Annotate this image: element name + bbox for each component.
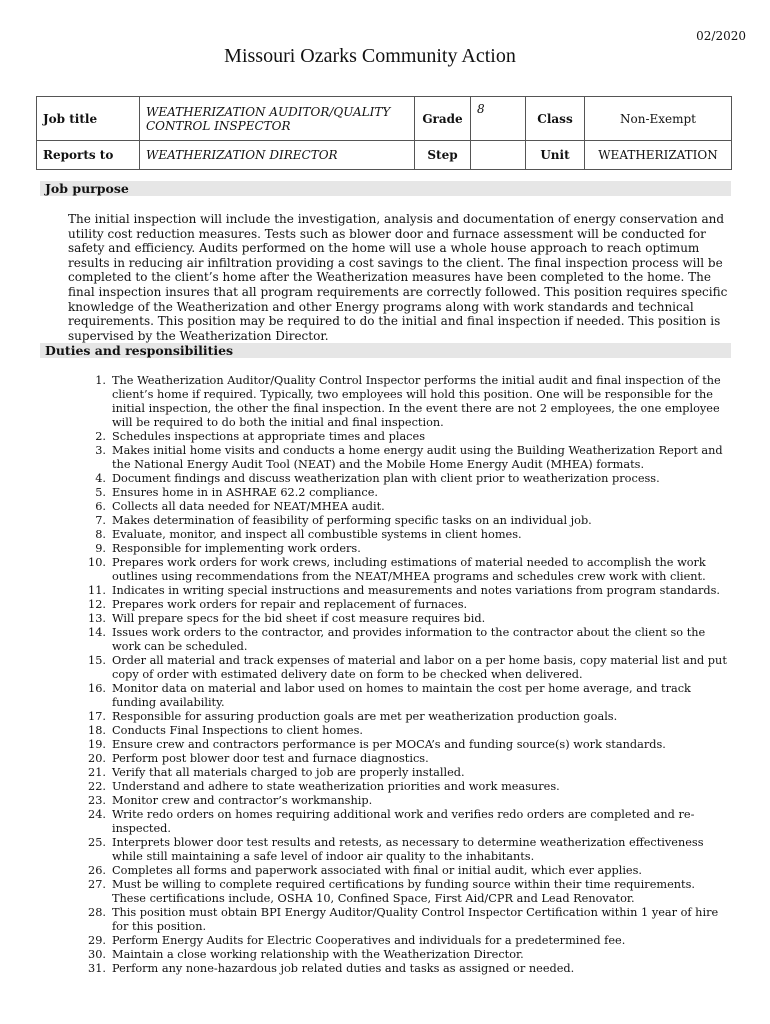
list-item bbox=[88, 556, 727, 584]
list-item bbox=[88, 752, 727, 766]
list-item-number: 25. bbox=[88, 836, 106, 849]
list-item bbox=[88, 906, 727, 934]
list-item-text: Prepares work orders for repair and replacement of furnaces. bbox=[112, 598, 468, 611]
list-item bbox=[88, 626, 727, 654]
list-item bbox=[88, 780, 727, 794]
list-item-number: 26. bbox=[88, 864, 106, 877]
grade-value: 8 bbox=[471, 97, 526, 141]
list-item-text: Order all material and track expenses of material and labor on a per home basis, copy material list and put copy of order with estimated delivery date on form to be checked when delivered. bbox=[112, 654, 727, 681]
list-item bbox=[88, 598, 727, 612]
list-item bbox=[88, 878, 727, 906]
list-item-text: Collects all data needed for NEAT/MHEA audit. bbox=[112, 500, 385, 513]
list-item-text: Verify that all materials charged to job are properly installed. bbox=[112, 766, 465, 779]
list-item bbox=[88, 808, 727, 836]
list-item-text: Maintain a close working relationship with the Weatherization Director. bbox=[112, 948, 524, 961]
list-item-text: Write redo orders on homes requiring additional work and verifies redo orders are completed and re-inspected. bbox=[112, 808, 695, 835]
grade-label: Grade bbox=[415, 97, 471, 141]
duties-heading: Duties and responsibilities bbox=[40, 343, 731, 358]
job-info-table bbox=[36, 96, 732, 170]
list-item-number: 18. bbox=[88, 724, 106, 737]
list-item-number: 10. bbox=[88, 556, 106, 569]
list-item-number: 6. bbox=[95, 500, 106, 513]
list-item bbox=[88, 612, 727, 626]
list-item-number: 23. bbox=[88, 794, 106, 807]
list-item-number: 22. bbox=[88, 780, 106, 793]
list-item bbox=[95, 430, 727, 444]
list-item-number: 19. bbox=[88, 738, 106, 751]
list-item-number: 5. bbox=[95, 486, 106, 499]
list-item-number: 11. bbox=[88, 584, 106, 597]
list-item-number: 12. bbox=[88, 598, 106, 611]
list-item-text: Conducts Final Inspections to client homes. bbox=[112, 724, 363, 737]
list-item-number: 27. bbox=[88, 878, 106, 891]
list-item bbox=[95, 374, 727, 430]
reports-to-label: Reports to bbox=[37, 141, 140, 170]
list-item-number: 4. bbox=[95, 472, 106, 485]
list-item-text: Ensures home in in ASHRAE 62.2 compliance. bbox=[112, 486, 379, 499]
list-item-number: 13. bbox=[88, 612, 106, 625]
list-item-text: Evaluate, monitor, and inspect all combustible systems in client homes. bbox=[112, 528, 522, 541]
list-item-text: Ensure crew and contractors performance is per MOCA’s and funding source(s) work standards. bbox=[112, 738, 666, 751]
document-date: 02/2020 bbox=[696, 29, 746, 43]
table-row bbox=[37, 97, 732, 141]
list-item-text: Prepares work orders for work crews, including estimations of material needed to accomplish the work outlines using recommendations from the NEAT/MHEA programs and schedules crew work with client. bbox=[112, 556, 706, 583]
list-item-text: Interprets blower door test results and retests, as necessary to determine weatherization effectiveness while still maintaining a safe level of indoor air quality to the inhabitants. bbox=[112, 836, 704, 863]
list-item-number: 21. bbox=[88, 766, 106, 779]
unit-value: WEATHERIZATION bbox=[585, 141, 732, 170]
list-item-text: Makes determination of feasibility of performing specific tasks on an individual job. bbox=[112, 514, 592, 527]
list-item bbox=[88, 766, 727, 780]
list-item-text: This position must obtain BPI Energy Auditor/Quality Control Inspector Certification within 1 year of hire for this position. bbox=[112, 906, 719, 933]
list-item-text: Monitor data on material and labor used on homes to maintain the cost per home average, and track funding availability. bbox=[112, 682, 691, 709]
list-item bbox=[95, 528, 727, 542]
list-item-text: Makes initial home visits and conducts a home energy audit using the Building Weatherization Report and the National Energy Audit Tool (NEAT) and the Mobile Home Energy Audit (MHEA) formats. bbox=[112, 444, 723, 471]
step-value bbox=[471, 141, 526, 170]
list-item-text: Monitor crew and contractor’s workmanship. bbox=[112, 794, 373, 807]
list-item-number: 16. bbox=[88, 682, 106, 695]
list-item-number: 8. bbox=[95, 528, 106, 541]
list-item bbox=[88, 654, 727, 682]
list-item-text: Responsible for assuring production goals are met per weatherization production goals. bbox=[112, 710, 618, 723]
list-item-text: Document findings and discuss weatherization plan with client prior to weatherization process. bbox=[112, 472, 660, 485]
list-item bbox=[88, 738, 727, 752]
list-item bbox=[95, 486, 727, 500]
list-item bbox=[88, 962, 727, 976]
duties-list bbox=[88, 374, 727, 976]
reports-to-value: WEATHERIZATION DIRECTOR bbox=[140, 141, 415, 170]
list-item bbox=[88, 934, 727, 948]
list-item-text: Must be willing to complete required certifications by funding source within their time requirements. These certifications include, OSHA 10, Confined Space, First Aid/CPR and Lead Renovator. bbox=[112, 878, 695, 905]
list-item-number: 1. bbox=[95, 374, 106, 387]
list-item bbox=[88, 584, 727, 598]
list-item-text: Schedules inspections at appropriate times and places bbox=[112, 430, 425, 443]
list-item-number: 2. bbox=[95, 430, 106, 443]
list-item bbox=[88, 864, 727, 878]
list-item bbox=[95, 472, 727, 486]
list-item-number: 7. bbox=[95, 514, 106, 527]
list-item-number: 20. bbox=[88, 752, 106, 765]
step-label: Step bbox=[415, 141, 471, 170]
list-item bbox=[88, 682, 727, 710]
list-item-text: The Weatherization Auditor/Quality Control Inspector performs the initial audit and final inspection of the client’s home if required. Typically, two employees will hold this position. One will be responsible for the initial inspection, the other the final inspection. In the event there are not 2 employees, the one employee will be required to do both the initial and final inspection. bbox=[112, 374, 721, 429]
list-item-text: Will prepare specs for the bid sheet if cost measure requires bid. bbox=[112, 612, 486, 625]
list-item bbox=[95, 500, 727, 514]
organization-title: Missouri Ozarks Community Action bbox=[224, 45, 516, 67]
list-item-text: Perform any none-hazardous job related duties and tasks as assigned or needed. bbox=[112, 962, 575, 975]
list-item-number: 15. bbox=[88, 654, 106, 667]
table-row bbox=[37, 141, 732, 170]
list-item-number: 24. bbox=[88, 808, 106, 821]
list-item bbox=[88, 710, 727, 724]
list-item-text: Indicates in writing special instructions and measurements and notes variations from program standards. bbox=[112, 584, 720, 597]
class-value: Non-Exempt bbox=[585, 97, 732, 141]
list-item-number: 28. bbox=[88, 906, 106, 919]
unit-label: Unit bbox=[526, 141, 585, 170]
job-title-value: WEATHERIZATION AUDITOR/QUALITY CONTROL INSPECTOR bbox=[140, 97, 415, 141]
list-item-number: 30. bbox=[88, 948, 106, 961]
job-title-label: Job title bbox=[37, 97, 140, 141]
list-item-text: Completes all forms and paperwork associated with final or initial audit, which ever applies. bbox=[112, 864, 643, 877]
list-item-text: Perform post blower door test and furnace diagnostics. bbox=[112, 752, 429, 765]
list-item bbox=[88, 948, 727, 962]
list-item-number: 31. bbox=[88, 962, 106, 975]
list-item-number: 17. bbox=[88, 710, 106, 723]
job-purpose-heading: Job purpose bbox=[40, 181, 731, 196]
list-item-number: 29. bbox=[88, 934, 106, 947]
list-item bbox=[95, 444, 727, 472]
class-label: Class bbox=[526, 97, 585, 141]
list-item-text: Issues work orders to the contractor, and provides information to the contractor about the client so the work can be scheduled. bbox=[112, 626, 706, 653]
list-item-number: 3. bbox=[95, 444, 106, 457]
list-item bbox=[95, 514, 727, 528]
list-item-number: 9. bbox=[95, 542, 106, 555]
list-item-text: Perform Energy Audits for Electric Cooperatives and individuals for a predetermined fee. bbox=[112, 934, 626, 947]
list-item bbox=[88, 836, 727, 864]
list-item-text: Responsible for implementing work orders. bbox=[112, 542, 361, 555]
list-item bbox=[88, 794, 727, 808]
list-item bbox=[88, 724, 727, 738]
list-item bbox=[95, 542, 727, 556]
job-purpose-text: The initial inspection will include the investigation, analysis and documentation of energy conservation and utility cost reduction measures. Tests such as blower door and furnace assessment will be conducted for safety and efficiency. Audits performed on the home will use a whole house approach to reach optimum results in reducing air infiltration providing a cost savings to the client. The final inspection process will be completed to the client’s home after the Weatherization measures have been completed to the home. The final inspection insures that all program requirements are correctly followed. This position requires specific knowledge of the Weatherization and other Energy programs along with work standards and technical requirements. This position may be required to do the initial and final inspection if needed. This position is supervised by the Weatherization Director. bbox=[68, 212, 728, 343]
list-item-text: Understand and adhere to state weatherization priorities and work measures. bbox=[112, 780, 560, 793]
list-item-number: 14. bbox=[88, 626, 106, 639]
